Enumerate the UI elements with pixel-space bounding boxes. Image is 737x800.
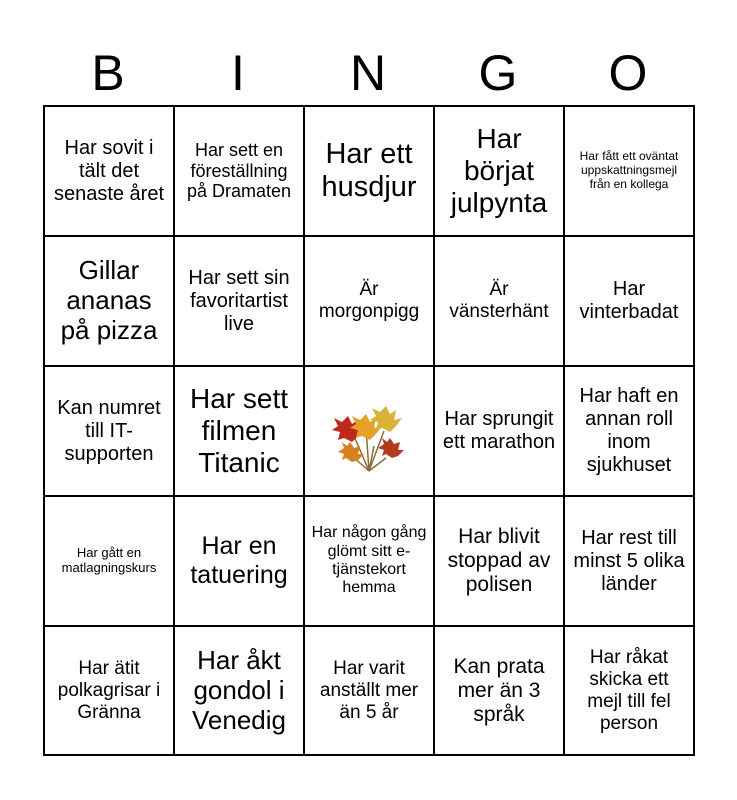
cell-text: Har sett filmen Titanic bbox=[189, 382, 289, 479]
cell-text: Har haft en annan roll inom sjukhuset bbox=[579, 385, 679, 476]
bingo-header bbox=[43, 42, 695, 104]
header-letter-b: B bbox=[91, 45, 125, 101]
bingo-cell[interactable] bbox=[435, 367, 563, 495]
bingo-cell[interactable] bbox=[175, 627, 303, 755]
bingo-cell[interactable] bbox=[45, 627, 173, 755]
cell-text: Har rest till minst 5 olika länder bbox=[573, 526, 685, 595]
cell-text: Har gått en matlagningskurs bbox=[61, 545, 157, 575]
cell-text: Har någon gång glömt sitt e-tjänstekort hemma bbox=[311, 524, 427, 597]
cell-text: Har sovit i tält det senaste året bbox=[53, 136, 165, 205]
bingo-cell[interactable] bbox=[45, 497, 173, 625]
bingo-board bbox=[43, 105, 695, 756]
bingo-cell[interactable] bbox=[305, 107, 433, 235]
bingo-cell[interactable] bbox=[175, 497, 303, 625]
header-letter-i: I bbox=[231, 45, 245, 101]
cell-text: Har råkat skicka ett mejl till fel person bbox=[587, 647, 671, 734]
cell-text: Är morgonpigg bbox=[318, 279, 420, 322]
cell-text: Har ett husdjur bbox=[321, 137, 417, 203]
bingo-cell[interactable] bbox=[565, 107, 693, 235]
cell-text: Kan numret till IT-supporten bbox=[57, 396, 161, 465]
bingo-cell[interactable] bbox=[305, 627, 433, 755]
bingo-cell[interactable] bbox=[565, 627, 693, 755]
bingo-cell[interactable] bbox=[45, 237, 173, 365]
header-letter-g: G bbox=[478, 45, 518, 101]
autumn-leaves-icon bbox=[314, 376, 424, 486]
cell-text: Har varit anställt mer än 5 år bbox=[319, 658, 419, 723]
bingo-cell[interactable] bbox=[175, 237, 303, 365]
bingo-cell[interactable] bbox=[45, 107, 173, 235]
bingo-cell[interactable] bbox=[305, 237, 433, 365]
cell-text: Har åkt gondol i Venedig bbox=[192, 645, 286, 735]
bingo-cell[interactable] bbox=[435, 237, 563, 365]
cell-text: Är vänsterhänt bbox=[449, 279, 549, 322]
cell-text: Har sett en föreställning på Dramaten bbox=[186, 139, 292, 202]
bingo-cell[interactable] bbox=[305, 497, 433, 625]
bingo-cell[interactable] bbox=[175, 367, 303, 495]
header-letter-n: N bbox=[349, 45, 387, 101]
free-space-cell[interactable] bbox=[305, 367, 433, 495]
cell-text: Har sprungit ett marathon bbox=[442, 408, 556, 453]
cell-text: Kan prata mer än 3 språk bbox=[453, 654, 545, 727]
bingo-cell[interactable] bbox=[45, 367, 173, 495]
header-letter-o: O bbox=[608, 45, 648, 101]
cell-text: Har blivit stoppad av polisen bbox=[447, 524, 551, 597]
bingo-cell[interactable] bbox=[565, 367, 693, 495]
bingo-cell[interactable] bbox=[435, 497, 563, 625]
cell-text: Har vinterbadat bbox=[579, 278, 679, 323]
bingo-cell[interactable] bbox=[435, 627, 563, 755]
cell-text: Har sett sin favoritartist live bbox=[188, 266, 290, 335]
cell-text: Har fått ett oväntat uppskattningsmejl från en kollega bbox=[579, 149, 679, 191]
cell-text: Gillar ananas på pizza bbox=[60, 255, 158, 345]
bingo-cell[interactable] bbox=[565, 237, 693, 365]
cell-text: Har ätit polkagrisar i Gränna bbox=[57, 658, 161, 723]
bingo-cell[interactable] bbox=[435, 107, 563, 235]
cell-text: Har en tatuering bbox=[190, 532, 288, 589]
bingo-cell[interactable] bbox=[565, 497, 693, 625]
cell-text: Har börjat julpynta bbox=[450, 122, 548, 219]
bingo-cell[interactable] bbox=[175, 107, 303, 235]
